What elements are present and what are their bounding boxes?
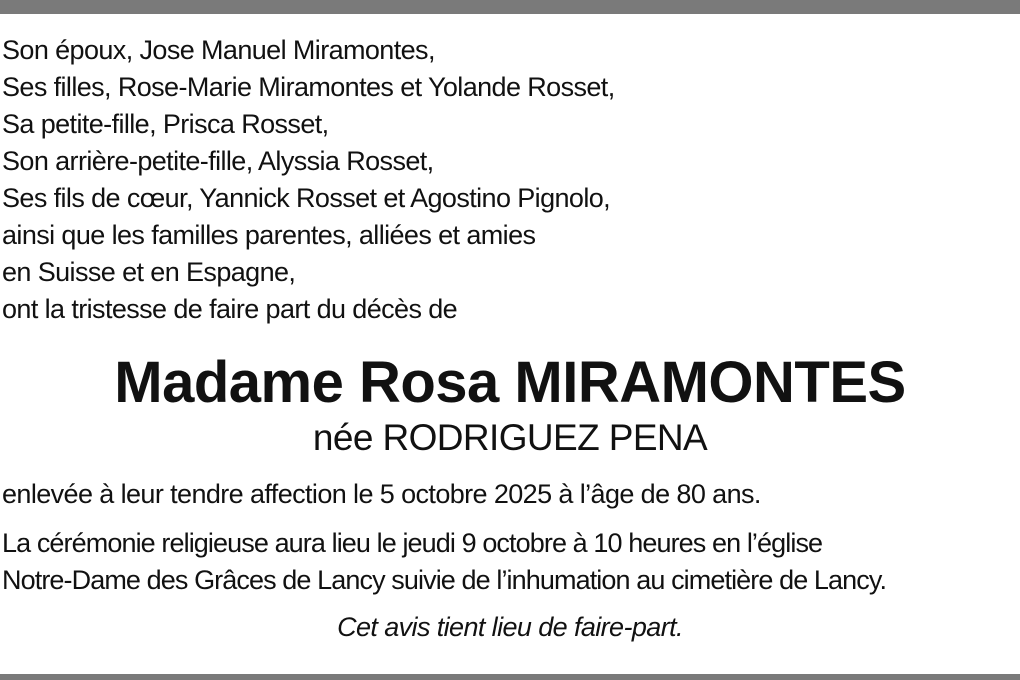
intro-line: ainsi que les familles parentes, alliées et amies [2,220,536,250]
maiden-name: née RODRIGUEZ PENA [312,417,708,458]
intro-line: Son époux, Jose Manuel Miramontes, [2,35,435,65]
intro-line: en Suisse et en Espagne, [2,257,296,287]
family-intro [2,32,1018,328]
passing-line: enlevée à leur tendre affection le 5 octobre 2025 à l’âge de 80 ans. [2,479,761,509]
intro-line: Son arrière-petite-fille, Alyssia Rosset, [2,146,434,176]
bottom-rule [0,674,1020,680]
deceased-name: Madame Rosa MIRAMONTES [114,350,906,415]
notice-line: Cet avis tient lieu de faire-part. [337,612,683,642]
ceremony-details [2,525,1018,599]
intro-line: Ses fils de cœur, Yannick Rosset et Agostino Pignolo, [2,183,611,213]
ceremony-line: Notre-Dame des Grâces de Lancy suivie de l’inhumation au cimetière de Lancy. [2,565,887,595]
intro-line: ont la tristesse de faire part du décès de [2,294,458,324]
top-rule [0,0,1020,14]
ceremony-line: La cérémonie religieuse aura lieu le jeudi 9 octobre à 10 heures en l’église [2,528,823,558]
obituary-notice [2,32,1018,646]
intro-line: Sa petite-fille, Prisca Rosset, [2,109,329,139]
intro-line: Ses filles, Rose-Marie Miramontes et Yolande Rosset, [2,72,615,102]
